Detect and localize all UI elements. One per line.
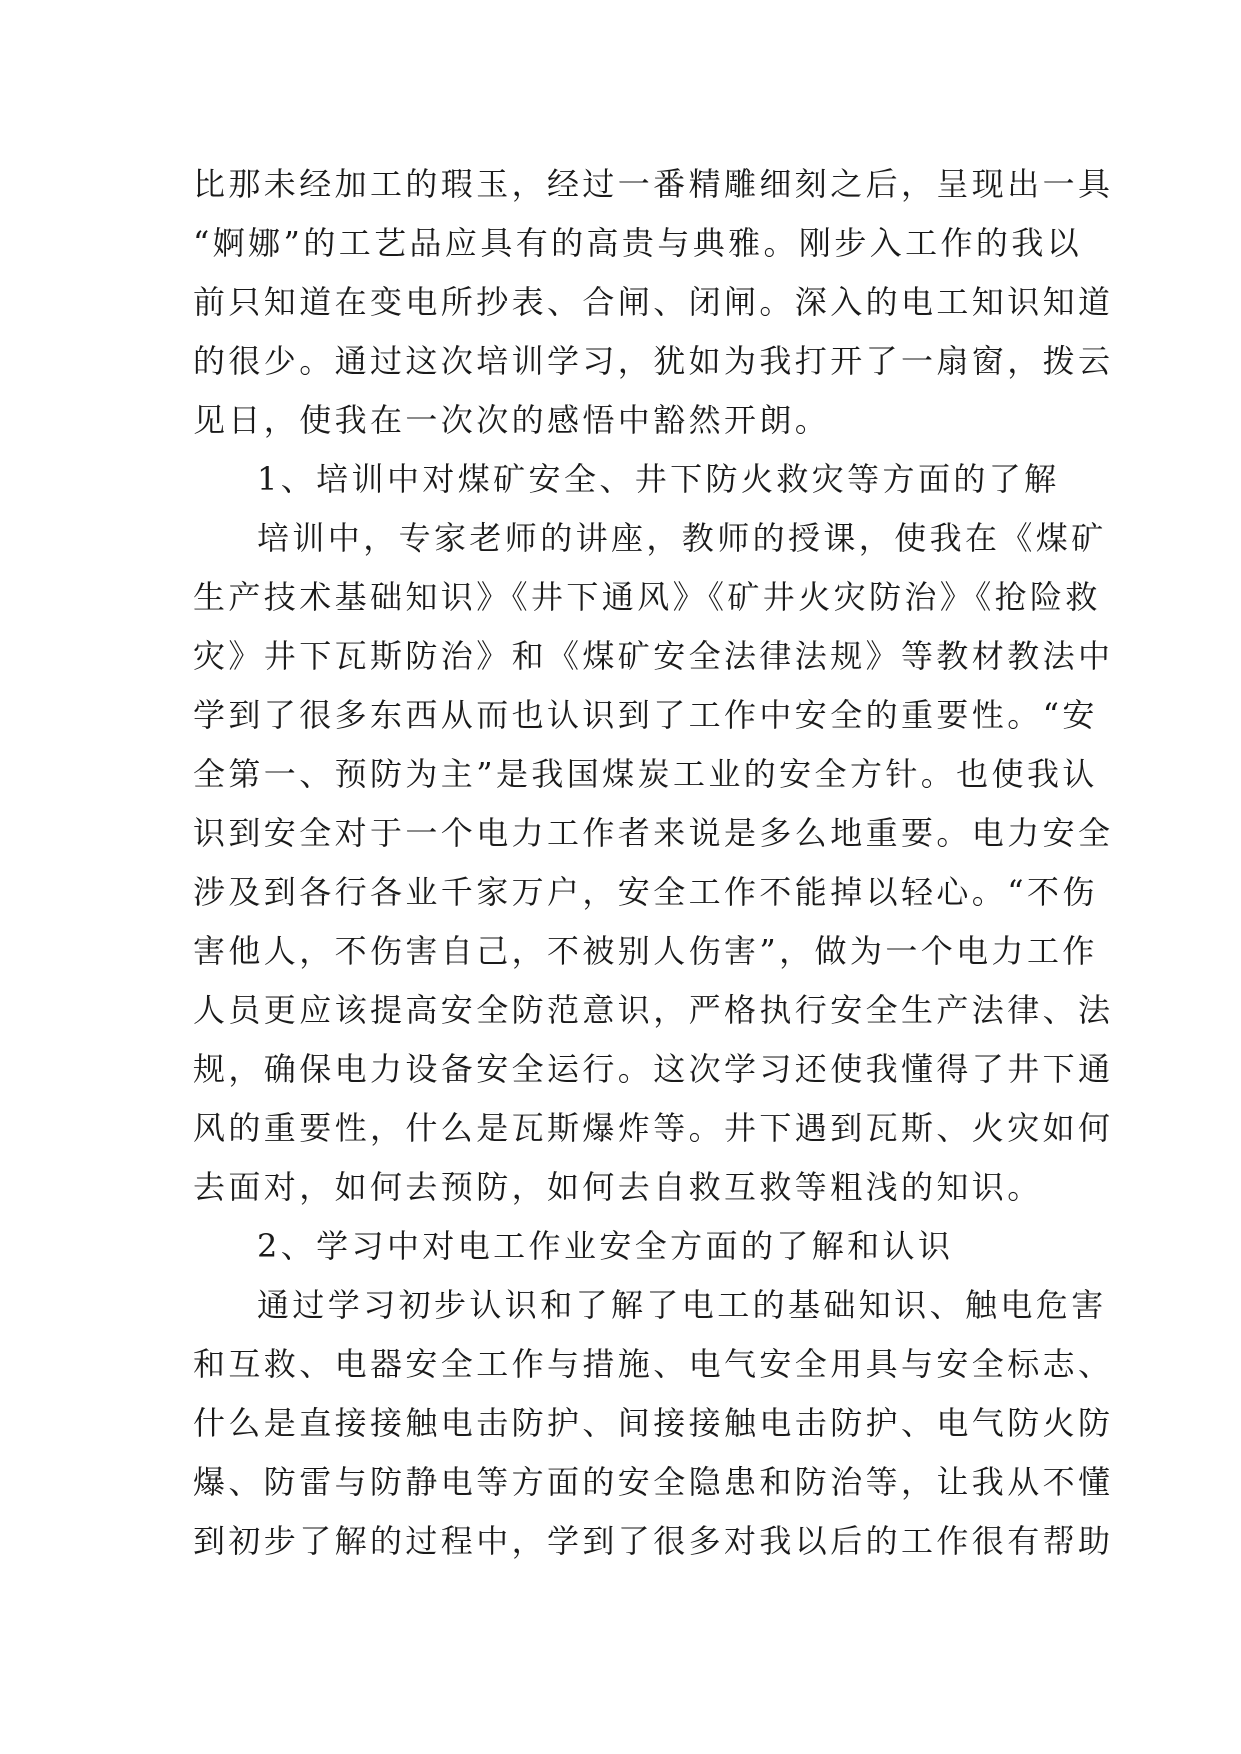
- text-line: 涉及到各行各业千家万户，安全工作不能掉以轻心。“不伤: [193, 873, 1098, 911]
- text-line: 害他人，不伤害自己，不被别人伤害”，做为一个电力工作: [193, 932, 1098, 970]
- text-line: 通过学习初步认识和了解了电工的基础知识、触电危害: [257, 1286, 1107, 1324]
- body-text: [193, 155, 1114, 1571]
- text-line: 前只知道在变电所抄表、合闸、闭闸。深入的电工知识知道: [193, 283, 1114, 321]
- text-line: 全第一、预防为主”是我国煤炭工业的安全方针。也使我认: [193, 755, 1098, 793]
- text-line: 风的重要性，什么是瓦斯爆炸等。井下遇到瓦斯、火灾如何: [193, 1109, 1114, 1147]
- text-line: 比那未经加工的瑕玉，经过一番精雕细刻之后，呈现出一具: [193, 165, 1114, 203]
- text-line: 爆、防雷与防静电等方面的安全隐患和防治等，让我从不懂: [193, 1463, 1114, 1501]
- text-line: 识到安全对于一个电力工作者来说是多么地重要。电力安全: [193, 814, 1114, 852]
- text-line: 规，确保电力设备安全运行。这次学习还使我懂得了井下通: [193, 1050, 1114, 1088]
- text-line: 1、培训中对煤矿安全、井下防火救灾等方面的了解: [257, 460, 1060, 498]
- text-line: 到初步了解的过程中，学到了很多对我以后的工作很有帮助: [193, 1522, 1114, 1560]
- text-line: 灾》井下瓦斯防治》和《煤矿安全法律法规》等教材教法中: [193, 637, 1114, 675]
- text-line: “婀娜”的工艺品应具有的高贵与典雅。刚步入工作的我以: [193, 224, 1083, 262]
- text-line: 和互救、电器安全工作与措施、电气安全用具与安全标志、: [193, 1345, 1114, 1383]
- text-line: 的很少。通过这次培训学习，犹如为我打开了一扇窗，拨云: [193, 342, 1114, 380]
- text-line: 学到了很多东西从而也认识到了工作中安全的重要性。“安: [193, 696, 1098, 734]
- text-line: 生产技术基础知识》《井下通风》《矿井火灾防治》《抢险救: [193, 578, 1101, 616]
- text-line: 2、学习中对电工作业安全方面的了解和认识: [257, 1227, 954, 1265]
- text-line: 去面对，如何去预防，如何去自救互救等粗浅的知识。: [193, 1168, 1043, 1206]
- text-line: 什么是直接接触电击防护、间接接触电击防护、电气防火防: [193, 1404, 1114, 1442]
- text-line: 人员更应该提高安全防范意识，严格执行安全生产法律、法: [193, 991, 1114, 1029]
- text-line: 培训中，专家老师的讲座，教师的授课，使我在《煤矿: [257, 519, 1107, 557]
- text-line: 见日，使我在一次次的感悟中豁然开朗。: [193, 401, 831, 439]
